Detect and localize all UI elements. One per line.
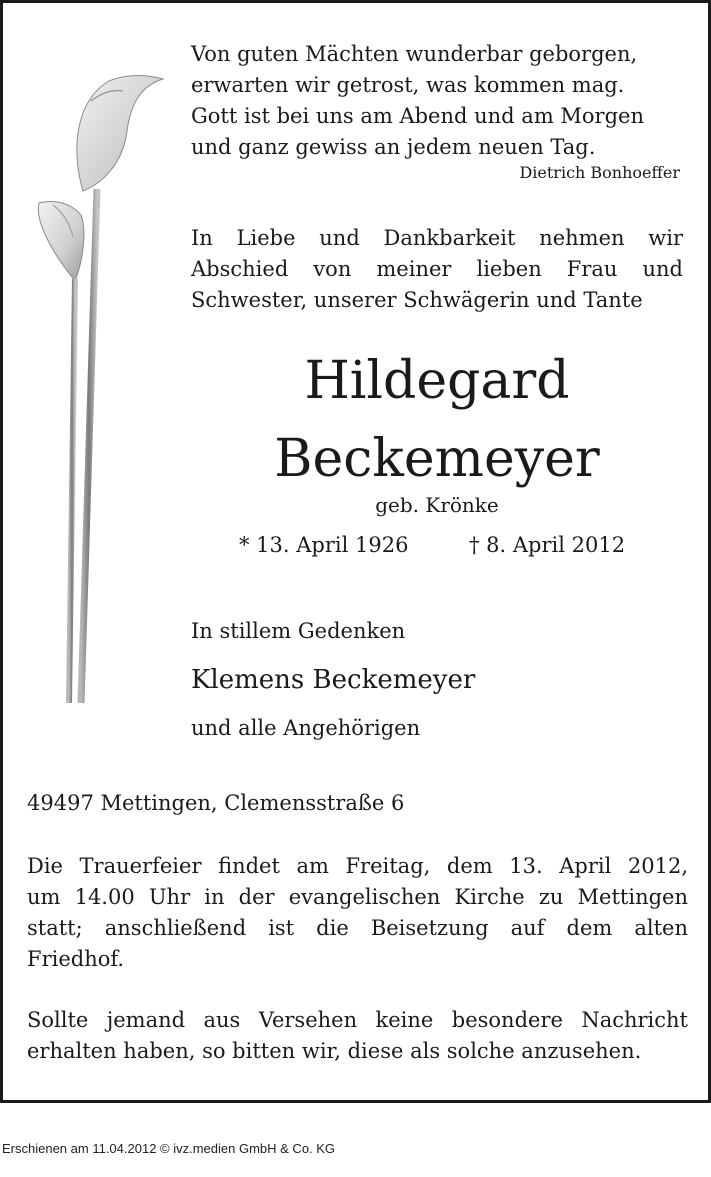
calla-lily-icon [31,71,171,711]
funeral-info-line: statt; anschließend ist die Beisetzung auf dem alten [27,916,688,940]
poem-line: erwarten wir getrost, was kommen mag. [191,73,625,97]
poem-line: Von guten Mächten wunderbar geborgen, [191,42,638,66]
farewell-line: Schwester, unserer Schwägerin und Tante [191,288,643,312]
mourner-name: Klemens Beckemeyer [191,665,476,695]
notification-note [27,1005,688,1067]
remembrance-line: In stillem Gedenken [191,619,406,643]
address: 49497 Mettingen, Clemensstraße 6 [27,791,405,815]
notification-note-line: erhalten haben, so bitten wir, diese als solche anzusehen. [27,1039,642,1063]
poem-author: Dietrich Bonhoeffer [519,163,680,182]
notification-note-line: Sollte jemand aus Versehen keine besondere Nachricht [27,1008,688,1032]
farewell-text [191,223,683,316]
poem-line: und ganz gewiss an jedem neuen Tag. [191,135,596,159]
deceased-first-name: Hildegard [304,351,570,411]
relatives-line: und alle Angehörigen [191,716,421,740]
funeral-info [27,851,688,975]
funeral-info-line: Die Trauerfeier findet am Freitag, dem 13. April 2012, [27,854,688,878]
poem [191,39,686,163]
death-date: † 8. April 2012 [469,533,626,557]
funeral-info-line: um 14.00 Uhr in der evangelischen Kirche zu Mettingen [27,885,688,909]
deceased-last-name: Beckemeyer [274,429,600,489]
deceased-maiden-name: geb. Krönke [375,493,499,517]
funeral-info-line: Friedhof. [27,947,125,971]
farewell-line: In Liebe und Dankbarkeit nehmen wir [191,226,683,250]
publication-footer: Erschienen am 11.04.2012 © ivz.medien GmbH & Co. KG [2,1141,336,1156]
farewell-line: Abschied von meiner lieben Frau und [191,257,683,281]
birth-date: * 13. April 1926 [239,533,409,557]
poem-line: Gott ist bei uns am Abend und am Morgen [191,104,644,128]
